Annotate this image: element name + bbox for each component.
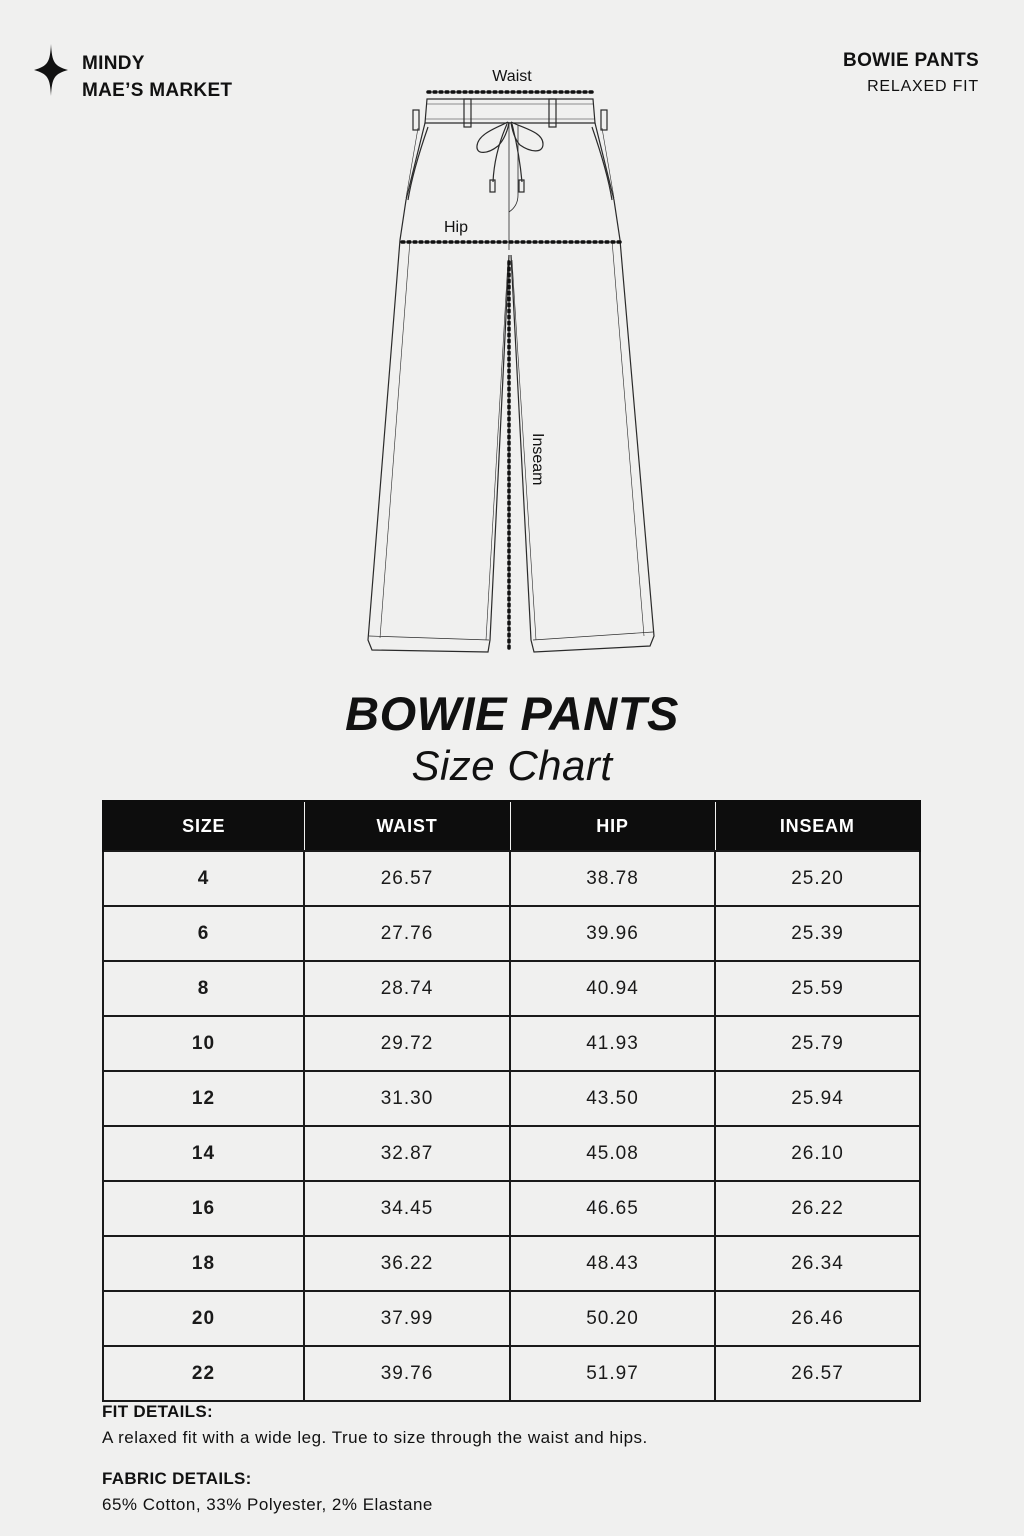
fit-details xyxy=(102,1402,922,1448)
product-fit: RELAXED FIT xyxy=(867,78,979,95)
size-cell: 6 xyxy=(103,906,304,961)
size-cell: 22 xyxy=(103,1346,304,1401)
fabric-details xyxy=(102,1469,922,1515)
hip-cell: 48.43 xyxy=(510,1236,715,1291)
hip-cell: 40.94 xyxy=(510,961,715,1016)
table-row xyxy=(103,1346,920,1401)
inseam-cell: 26.57 xyxy=(715,1346,920,1401)
size-cell: 4 xyxy=(103,851,304,906)
fit-details-text: A relaxed fit with a wide leg. True to size through the waist and hips. xyxy=(102,1428,648,1447)
header-size: SIZE xyxy=(103,801,304,851)
hip-cell: 43.50 xyxy=(510,1071,715,1126)
waist-cell: 34.45 xyxy=(304,1181,510,1236)
header-hip: HIP xyxy=(510,801,715,851)
table-header-row xyxy=(103,801,920,851)
table-row xyxy=(103,1016,920,1071)
hip-cell: 50.20 xyxy=(510,1291,715,1346)
fabric-details-heading: FABRIC DETAILS: xyxy=(102,1469,252,1488)
table-row xyxy=(103,1181,920,1236)
fabric-details-text: 65% Cotton, 33% Polyester, 2% Elastane xyxy=(102,1495,433,1514)
brand-line-1: MINDY xyxy=(82,53,145,74)
table-row xyxy=(103,906,920,961)
inseam-label: Inseam xyxy=(529,433,546,486)
waist-label: Waist xyxy=(492,68,532,85)
inseam-cell: 25.79 xyxy=(715,1016,920,1071)
waist-cell: 28.74 xyxy=(304,961,510,1016)
inseam-cell: 26.22 xyxy=(715,1181,920,1236)
table-row xyxy=(103,1291,920,1346)
hip-cell: 38.78 xyxy=(510,851,715,906)
size-cell: 8 xyxy=(103,961,304,1016)
hip-cell: 46.65 xyxy=(510,1181,715,1236)
waist-cell: 37.99 xyxy=(304,1291,510,1346)
inseam-cell: 25.39 xyxy=(715,906,920,961)
inseam-cell: 26.10 xyxy=(715,1126,920,1181)
table-row xyxy=(103,961,920,1016)
header-inseam: INSEAM xyxy=(715,801,920,851)
inseam-cell: 26.46 xyxy=(715,1291,920,1346)
waist-cell: 27.76 xyxy=(304,906,510,961)
waist-cell: 31.30 xyxy=(304,1071,510,1126)
hip-cell: 51.97 xyxy=(510,1346,715,1401)
hip-label: Hip xyxy=(443,219,469,236)
hip-cell: 39.96 xyxy=(510,906,715,961)
size-cell: 16 xyxy=(103,1181,304,1236)
chart-title xyxy=(0,686,1024,790)
pants-diagram xyxy=(0,0,1024,680)
size-cell: 10 xyxy=(103,1016,304,1071)
table-row xyxy=(103,1236,920,1291)
inseam-cell: 25.59 xyxy=(715,961,920,1016)
pants-outline xyxy=(368,99,654,652)
size-cell: 18 xyxy=(103,1236,304,1291)
inseam-cell: 25.94 xyxy=(715,1071,920,1126)
waist-cell: 39.76 xyxy=(304,1346,510,1401)
table-row xyxy=(103,851,920,906)
size-table xyxy=(102,800,921,1402)
waist-cell: 29.72 xyxy=(304,1016,510,1071)
size-cell: 14 xyxy=(103,1126,304,1181)
header-waist: WAIST xyxy=(304,801,510,851)
waist-cell: 36.22 xyxy=(304,1236,510,1291)
chart-title-sub: Size Chart xyxy=(411,742,613,789)
fit-details-heading: FIT DETAILS: xyxy=(102,1402,213,1421)
table-row xyxy=(103,1071,920,1126)
size-cell: 20 xyxy=(103,1291,304,1346)
hip-cell: 45.08 xyxy=(510,1126,715,1181)
brand-line-2: MAE’S MARKET xyxy=(82,80,233,101)
hip-cell: 41.93 xyxy=(510,1016,715,1071)
chart-title-main: BOWIE PANTS xyxy=(345,687,679,740)
table-row xyxy=(103,1126,920,1181)
size-cell: 12 xyxy=(103,1071,304,1126)
product-name: BOWIE PANTS xyxy=(843,50,979,71)
waist-cell: 32.87 xyxy=(304,1126,510,1181)
inseam-cell: 26.34 xyxy=(715,1236,920,1291)
inseam-cell: 25.20 xyxy=(715,851,920,906)
waist-cell: 26.57 xyxy=(304,851,510,906)
